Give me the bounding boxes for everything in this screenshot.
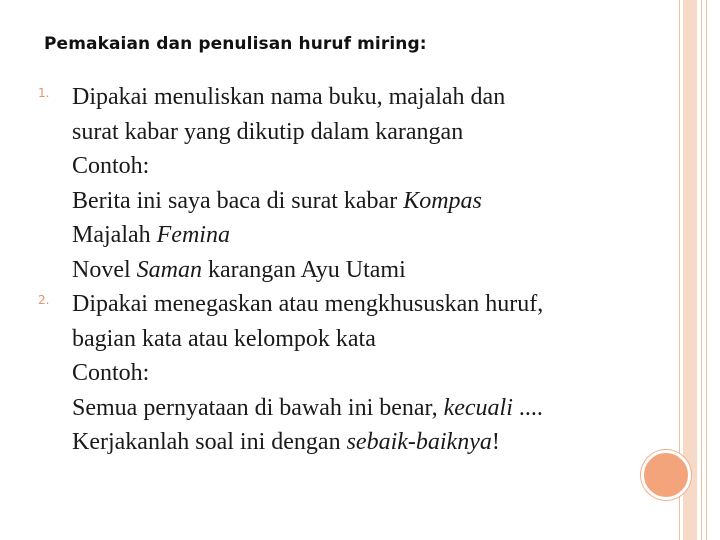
text-segment: Berita ini saya baca di surat kabar	[72, 187, 404, 214]
list-item-line	[72, 287, 658, 322]
list-item-line	[72, 322, 658, 357]
text-segment: Dipakai menuliskan nama buku, majalah dan	[72, 84, 506, 110]
list-item-line	[72, 391, 658, 426]
text-segment: Majalah	[72, 222, 157, 248]
frame-line-mid	[701, 0, 702, 540]
italic-text: Femina	[156, 222, 230, 248]
text-segment: Kerjakanlah soal ini dengan	[72, 429, 347, 455]
text-segment: Semua pernyataan di bawah ini benar,	[72, 394, 444, 421]
text-segment: karangan Ayu Utami	[202, 256, 406, 283]
list-item-number: 1.	[38, 86, 50, 100]
text-segment: Novel	[72, 256, 137, 283]
list-item-line	[72, 218, 658, 253]
text-segment: ....	[512, 394, 543, 421]
list-item-line	[72, 115, 658, 150]
italic-text: sebaik-baiknya	[346, 429, 492, 455]
text-segment: Contoh:	[72, 360, 150, 386]
text-segment: Dipakai menegaskan atau mengkhususkan huruf,	[72, 291, 544, 317]
list-item-line	[72, 149, 658, 184]
italic-text: Saman	[136, 256, 202, 283]
frame-line-right	[706, 0, 707, 540]
list-item	[38, 287, 658, 460]
text-segment: !	[491, 429, 500, 455]
list-item-line	[72, 184, 658, 219]
list-item-line	[72, 356, 658, 391]
text-segment: Contoh:	[72, 153, 150, 179]
italic-text: Kompas	[403, 187, 482, 214]
numbered-list	[38, 80, 658, 460]
list-item	[38, 80, 658, 287]
list-item-line	[72, 425, 658, 460]
list-item-line	[72, 253, 658, 288]
list-item-line	[72, 80, 658, 115]
italic-text: kecuali	[443, 394, 513, 421]
text-segment: surat kabar yang dikutip dalam karangan	[72, 118, 464, 145]
list-item-number: 2.	[38, 293, 50, 307]
text-segment: bagian kata atau kelompok kata	[72, 325, 376, 352]
slide-title: Pemakaian dan penulisan huruf miring:	[44, 34, 427, 54]
